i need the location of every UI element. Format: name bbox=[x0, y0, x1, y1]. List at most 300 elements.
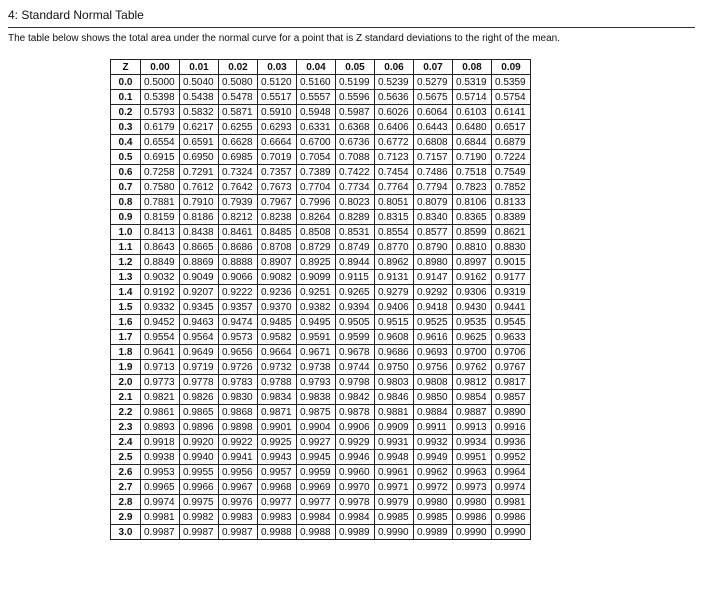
probability-cell: 0.9987 bbox=[141, 525, 180, 540]
probability-cell: 0.9989 bbox=[414, 525, 453, 540]
probability-cell: 0.5636 bbox=[375, 90, 414, 105]
probability-cell: 0.7422 bbox=[336, 165, 375, 180]
probability-cell: 0.5910 bbox=[258, 105, 297, 120]
probability-cell: 0.9972 bbox=[414, 480, 453, 495]
probability-cell: 0.9251 bbox=[297, 285, 336, 300]
probability-cell: 0.9147 bbox=[414, 270, 453, 285]
probability-cell: 0.9834 bbox=[258, 390, 297, 405]
table-body bbox=[111, 75, 531, 540]
probability-cell: 0.9452 bbox=[141, 315, 180, 330]
probability-cell: 0.9961 bbox=[375, 465, 414, 480]
probability-cell: 0.9881 bbox=[375, 405, 414, 420]
table-row bbox=[111, 405, 531, 420]
probability-cell: 0.9963 bbox=[453, 465, 492, 480]
probability-cell: 0.6591 bbox=[180, 135, 219, 150]
column-header: 0.01 bbox=[180, 60, 219, 75]
probability-cell: 0.9066 bbox=[219, 270, 258, 285]
z-value-cell: 2.0 bbox=[111, 375, 141, 390]
z-value-cell: 1.7 bbox=[111, 330, 141, 345]
table-row bbox=[111, 165, 531, 180]
column-header: 0.03 bbox=[258, 60, 297, 75]
z-value-cell: 1.5 bbox=[111, 300, 141, 315]
column-header: 0.04 bbox=[297, 60, 336, 75]
probability-cell: 0.9945 bbox=[297, 450, 336, 465]
probability-cell: 0.9854 bbox=[453, 390, 492, 405]
probability-cell: 0.9949 bbox=[414, 450, 453, 465]
probability-cell: 0.9738 bbox=[297, 360, 336, 375]
probability-cell: 0.9887 bbox=[453, 405, 492, 420]
z-value-cell: 2.6 bbox=[111, 465, 141, 480]
probability-cell: 0.9838 bbox=[297, 390, 336, 405]
probability-cell: 0.8621 bbox=[492, 225, 531, 240]
header-row bbox=[111, 60, 531, 75]
probability-cell: 0.9946 bbox=[336, 450, 375, 465]
probability-cell: 0.7823 bbox=[453, 180, 492, 195]
probability-cell: 0.9929 bbox=[336, 435, 375, 450]
z-value-cell: 0.7 bbox=[111, 180, 141, 195]
probability-cell: 0.7794 bbox=[414, 180, 453, 195]
probability-cell: 0.9901 bbox=[258, 420, 297, 435]
z-value-cell: 2.7 bbox=[111, 480, 141, 495]
probability-cell: 0.9871 bbox=[258, 405, 297, 420]
probability-cell: 0.9236 bbox=[258, 285, 297, 300]
probability-cell: 0.8869 bbox=[180, 255, 219, 270]
z-value-cell: 1.2 bbox=[111, 255, 141, 270]
probability-cell: 0.9916 bbox=[492, 420, 531, 435]
probability-cell: 0.9279 bbox=[375, 285, 414, 300]
probability-cell: 0.5987 bbox=[336, 105, 375, 120]
table-row bbox=[111, 150, 531, 165]
probability-cell: 0.9861 bbox=[141, 405, 180, 420]
probability-cell: 0.8340 bbox=[414, 210, 453, 225]
probability-cell: 0.7704 bbox=[297, 180, 336, 195]
probability-cell: 0.8133 bbox=[492, 195, 531, 210]
probability-cell: 0.9803 bbox=[375, 375, 414, 390]
probability-cell: 0.9762 bbox=[453, 360, 492, 375]
probability-cell: 0.8106 bbox=[453, 195, 492, 210]
probability-cell: 0.9969 bbox=[297, 480, 336, 495]
probability-cell: 0.7019 bbox=[258, 150, 297, 165]
probability-cell: 0.6664 bbox=[258, 135, 297, 150]
probability-cell: 0.5832 bbox=[180, 105, 219, 120]
probability-cell: 0.9890 bbox=[492, 405, 531, 420]
probability-cell: 0.8925 bbox=[297, 255, 336, 270]
column-header: 0.02 bbox=[219, 60, 258, 75]
probability-cell: 0.9985 bbox=[375, 510, 414, 525]
probability-cell: 0.6950 bbox=[180, 150, 219, 165]
probability-cell: 0.9545 bbox=[492, 315, 531, 330]
probability-cell: 0.9582 bbox=[258, 330, 297, 345]
probability-cell: 0.9918 bbox=[141, 435, 180, 450]
probability-cell: 0.6255 bbox=[219, 120, 258, 135]
probability-cell: 0.9032 bbox=[141, 270, 180, 285]
probability-cell: 0.9573 bbox=[219, 330, 258, 345]
probability-cell: 0.8810 bbox=[453, 240, 492, 255]
probability-cell: 0.9936 bbox=[492, 435, 531, 450]
probability-cell: 0.8643 bbox=[141, 240, 180, 255]
table-row bbox=[111, 225, 531, 240]
probability-cell: 0.9971 bbox=[375, 480, 414, 495]
probability-cell: 0.9773 bbox=[141, 375, 180, 390]
probability-cell: 0.5596 bbox=[336, 90, 375, 105]
probability-cell: 0.9788 bbox=[258, 375, 297, 390]
probability-cell: 0.9319 bbox=[492, 285, 531, 300]
probability-cell: 0.9977 bbox=[297, 495, 336, 510]
probability-cell: 0.6331 bbox=[297, 120, 336, 135]
table-row bbox=[111, 300, 531, 315]
probability-cell: 0.7157 bbox=[414, 150, 453, 165]
probability-cell: 0.5279 bbox=[414, 75, 453, 90]
table-row bbox=[111, 480, 531, 495]
probability-cell: 0.6103 bbox=[453, 105, 492, 120]
probability-cell: 0.7549 bbox=[492, 165, 531, 180]
probability-cell: 0.8997 bbox=[453, 255, 492, 270]
probability-cell: 0.9222 bbox=[219, 285, 258, 300]
probability-cell: 0.9767 bbox=[492, 360, 531, 375]
probability-cell: 0.8962 bbox=[375, 255, 414, 270]
probability-cell: 0.9981 bbox=[141, 510, 180, 525]
probability-cell: 0.9394 bbox=[336, 300, 375, 315]
z-value-cell: 1.1 bbox=[111, 240, 141, 255]
probability-cell: 0.9896 bbox=[180, 420, 219, 435]
probability-cell: 0.9920 bbox=[180, 435, 219, 450]
probability-cell: 0.9406 bbox=[375, 300, 414, 315]
probability-cell: 0.9726 bbox=[219, 360, 258, 375]
probability-cell: 0.9989 bbox=[336, 525, 375, 540]
probability-cell: 0.8023 bbox=[336, 195, 375, 210]
table-row bbox=[111, 390, 531, 405]
column-header: 0.05 bbox=[336, 60, 375, 75]
probability-cell: 0.6736 bbox=[336, 135, 375, 150]
probability-cell: 0.9985 bbox=[414, 510, 453, 525]
probability-cell: 0.7324 bbox=[219, 165, 258, 180]
probability-cell: 0.9941 bbox=[219, 450, 258, 465]
probability-cell: 0.9599 bbox=[336, 330, 375, 345]
probability-cell: 0.8079 bbox=[414, 195, 453, 210]
probability-cell: 0.8830 bbox=[492, 240, 531, 255]
table-row bbox=[111, 180, 531, 195]
probability-cell: 0.9868 bbox=[219, 405, 258, 420]
z-value-cell: 2.1 bbox=[111, 390, 141, 405]
probability-cell: 0.9633 bbox=[492, 330, 531, 345]
probability-cell: 0.8212 bbox=[219, 210, 258, 225]
probability-cell: 0.7357 bbox=[258, 165, 297, 180]
probability-cell: 0.7967 bbox=[258, 195, 297, 210]
probability-cell: 0.9962 bbox=[414, 465, 453, 480]
table-row bbox=[111, 435, 531, 450]
table-row bbox=[111, 120, 531, 135]
probability-cell: 0.9980 bbox=[414, 495, 453, 510]
probability-cell: 0.7389 bbox=[297, 165, 336, 180]
probability-cell: 0.9778 bbox=[180, 375, 219, 390]
probability-cell: 0.9970 bbox=[336, 480, 375, 495]
table-row bbox=[111, 525, 531, 540]
probability-cell: 0.9957 bbox=[258, 465, 297, 480]
probability-cell: 0.5080 bbox=[219, 75, 258, 90]
probability-cell: 0.6554 bbox=[141, 135, 180, 150]
probability-cell: 0.8238 bbox=[258, 210, 297, 225]
probability-cell: 0.8554 bbox=[375, 225, 414, 240]
probability-cell: 0.9988 bbox=[297, 525, 336, 540]
probability-cell: 0.8729 bbox=[297, 240, 336, 255]
probability-cell: 0.5754 bbox=[492, 90, 531, 105]
table-row bbox=[111, 345, 531, 360]
probability-cell: 0.5948 bbox=[297, 105, 336, 120]
probability-cell: 0.9987 bbox=[219, 525, 258, 540]
probability-cell: 0.6217 bbox=[180, 120, 219, 135]
probability-cell: 0.7054 bbox=[297, 150, 336, 165]
table-row bbox=[111, 255, 531, 270]
z-value-cell: 2.5 bbox=[111, 450, 141, 465]
probability-cell: 0.8438 bbox=[180, 225, 219, 240]
table-row bbox=[111, 210, 531, 225]
probability-cell: 0.9115 bbox=[336, 270, 375, 285]
probability-cell: 0.8665 bbox=[180, 240, 219, 255]
probability-cell: 0.6915 bbox=[141, 150, 180, 165]
probability-cell: 0.9207 bbox=[180, 285, 219, 300]
table-row bbox=[111, 510, 531, 525]
probability-cell: 0.9984 bbox=[297, 510, 336, 525]
probability-cell: 0.9485 bbox=[258, 315, 297, 330]
probability-cell: 0.9370 bbox=[258, 300, 297, 315]
probability-cell: 0.9382 bbox=[297, 300, 336, 315]
probability-cell: 0.9977 bbox=[258, 495, 297, 510]
probability-cell: 0.8849 bbox=[141, 255, 180, 270]
probability-cell: 0.9357 bbox=[219, 300, 258, 315]
z-value-cell: 1.6 bbox=[111, 315, 141, 330]
probability-cell: 0.9332 bbox=[141, 300, 180, 315]
probability-cell: 0.9554 bbox=[141, 330, 180, 345]
probability-cell: 0.9938 bbox=[141, 450, 180, 465]
probability-cell: 0.7258 bbox=[141, 165, 180, 180]
probability-cell: 0.9974 bbox=[492, 480, 531, 495]
probability-cell: 0.8485 bbox=[258, 225, 297, 240]
probability-cell: 0.9955 bbox=[180, 465, 219, 480]
probability-cell: 0.7764 bbox=[375, 180, 414, 195]
probability-cell: 0.5438 bbox=[180, 90, 219, 105]
probability-cell: 0.8980 bbox=[414, 255, 453, 270]
probability-cell: 0.8186 bbox=[180, 210, 219, 225]
probability-cell: 0.9884 bbox=[414, 405, 453, 420]
probability-cell: 0.9906 bbox=[336, 420, 375, 435]
probability-cell: 0.9719 bbox=[180, 360, 219, 375]
z-value-cell: 0.9 bbox=[111, 210, 141, 225]
probability-cell: 0.7852 bbox=[492, 180, 531, 195]
probability-cell: 0.9049 bbox=[180, 270, 219, 285]
probability-cell: 0.9505 bbox=[336, 315, 375, 330]
table-row bbox=[111, 420, 531, 435]
probability-cell: 0.9981 bbox=[492, 495, 531, 510]
probability-cell: 0.7939 bbox=[219, 195, 258, 210]
probability-cell: 0.9418 bbox=[414, 300, 453, 315]
probability-cell: 0.6772 bbox=[375, 135, 414, 150]
probability-cell: 0.5000 bbox=[141, 75, 180, 90]
probability-cell: 0.8708 bbox=[258, 240, 297, 255]
probability-cell: 0.9649 bbox=[180, 345, 219, 360]
probability-cell: 0.9927 bbox=[297, 435, 336, 450]
column-header: 0.08 bbox=[453, 60, 492, 75]
probability-cell: 0.9968 bbox=[258, 480, 297, 495]
table-row bbox=[111, 105, 531, 120]
table-row bbox=[111, 465, 531, 480]
probability-cell: 0.9564 bbox=[180, 330, 219, 345]
column-header: 0.09 bbox=[492, 60, 531, 75]
probability-cell: 0.5517 bbox=[258, 90, 297, 105]
probability-cell: 0.9826 bbox=[180, 390, 219, 405]
probability-cell: 0.9192 bbox=[141, 285, 180, 300]
probability-cell: 0.9616 bbox=[414, 330, 453, 345]
probability-cell: 0.9909 bbox=[375, 420, 414, 435]
probability-cell: 0.7642 bbox=[219, 180, 258, 195]
probability-cell: 0.9953 bbox=[141, 465, 180, 480]
z-value-cell: 1.3 bbox=[111, 270, 141, 285]
probability-cell: 0.9948 bbox=[375, 450, 414, 465]
probability-cell: 0.9951 bbox=[453, 450, 492, 465]
probability-cell: 0.9931 bbox=[375, 435, 414, 450]
probability-cell: 0.9591 bbox=[297, 330, 336, 345]
probability-cell: 0.9987 bbox=[180, 525, 219, 540]
probability-cell: 0.9082 bbox=[258, 270, 297, 285]
probability-cell: 0.9441 bbox=[492, 300, 531, 315]
probability-cell: 0.8365 bbox=[453, 210, 492, 225]
probability-cell: 0.9798 bbox=[336, 375, 375, 390]
probability-cell: 0.9875 bbox=[297, 405, 336, 420]
probability-cell: 0.9966 bbox=[180, 480, 219, 495]
z-value-cell: 1.0 bbox=[111, 225, 141, 240]
probability-cell: 0.9978 bbox=[336, 495, 375, 510]
z-value-cell: 2.3 bbox=[111, 420, 141, 435]
probability-cell: 0.5793 bbox=[141, 105, 180, 120]
probability-cell: 0.7518 bbox=[453, 165, 492, 180]
probability-cell: 0.7123 bbox=[375, 150, 414, 165]
probability-cell: 0.5319 bbox=[453, 75, 492, 90]
probability-cell: 0.9495 bbox=[297, 315, 336, 330]
table-row bbox=[111, 450, 531, 465]
probability-cell: 0.6844 bbox=[453, 135, 492, 150]
probability-cell: 0.8264 bbox=[297, 210, 336, 225]
probability-cell: 0.9982 bbox=[180, 510, 219, 525]
table-row bbox=[111, 135, 531, 150]
probability-cell: 0.8686 bbox=[219, 240, 258, 255]
probability-cell: 0.5557 bbox=[297, 90, 336, 105]
probability-cell: 0.8790 bbox=[414, 240, 453, 255]
probability-cell: 0.6700 bbox=[297, 135, 336, 150]
table-row bbox=[111, 270, 531, 285]
z-value-cell: 1.4 bbox=[111, 285, 141, 300]
z-value-cell: 0.6 bbox=[111, 165, 141, 180]
probability-cell: 0.6879 bbox=[492, 135, 531, 150]
heading-rule bbox=[8, 27, 695, 28]
probability-cell: 0.9850 bbox=[414, 390, 453, 405]
table-row bbox=[111, 240, 531, 255]
probability-cell: 0.5160 bbox=[297, 75, 336, 90]
probability-cell: 0.8461 bbox=[219, 225, 258, 240]
probability-cell: 0.9345 bbox=[180, 300, 219, 315]
probability-cell: 0.9943 bbox=[258, 450, 297, 465]
probability-cell: 0.6517 bbox=[492, 120, 531, 135]
table-row bbox=[111, 495, 531, 510]
probability-cell: 0.5120 bbox=[258, 75, 297, 90]
probability-cell: 0.9878 bbox=[336, 405, 375, 420]
probability-cell: 0.6443 bbox=[414, 120, 453, 135]
probability-cell: 0.9974 bbox=[141, 495, 180, 510]
table-row bbox=[111, 375, 531, 390]
probability-cell: 0.9925 bbox=[258, 435, 297, 450]
probability-cell: 0.6480 bbox=[453, 120, 492, 135]
probability-cell: 0.5040 bbox=[180, 75, 219, 90]
probability-cell: 0.9664 bbox=[258, 345, 297, 360]
probability-cell: 0.9686 bbox=[375, 345, 414, 360]
column-header: 0.06 bbox=[375, 60, 414, 75]
probability-cell: 0.7881 bbox=[141, 195, 180, 210]
probability-cell: 0.9865 bbox=[180, 405, 219, 420]
probability-cell: 0.9608 bbox=[375, 330, 414, 345]
probability-cell: 0.9808 bbox=[414, 375, 453, 390]
z-value-cell: 0.5 bbox=[111, 150, 141, 165]
probability-cell: 0.9625 bbox=[453, 330, 492, 345]
probability-cell: 0.5239 bbox=[375, 75, 414, 90]
probability-cell: 0.9812 bbox=[453, 375, 492, 390]
probability-cell: 0.9015 bbox=[492, 255, 531, 270]
z-value-cell: 0.1 bbox=[111, 90, 141, 105]
probability-cell: 0.8944 bbox=[336, 255, 375, 270]
probability-cell: 0.8508 bbox=[297, 225, 336, 240]
z-value-cell: 1.9 bbox=[111, 360, 141, 375]
probability-cell: 0.9821 bbox=[141, 390, 180, 405]
probability-cell: 0.6368 bbox=[336, 120, 375, 135]
probability-cell: 0.7612 bbox=[180, 180, 219, 195]
probability-cell: 0.7580 bbox=[141, 180, 180, 195]
probability-cell: 0.9913 bbox=[453, 420, 492, 435]
z-value-cell: 0.4 bbox=[111, 135, 141, 150]
probability-cell: 0.8531 bbox=[336, 225, 375, 240]
probability-cell: 0.9306 bbox=[453, 285, 492, 300]
probability-cell: 0.9904 bbox=[297, 420, 336, 435]
probability-cell: 0.9983 bbox=[258, 510, 297, 525]
z-value-cell: 2.8 bbox=[111, 495, 141, 510]
probability-cell: 0.9177 bbox=[492, 270, 531, 285]
intro-text: The table below shows the total area under the normal curve for a point that is Z standard deviations to the right of the mean. bbox=[8, 33, 560, 44]
table-row bbox=[111, 330, 531, 345]
probability-cell: 0.9990 bbox=[453, 525, 492, 540]
table-row bbox=[111, 285, 531, 300]
probability-cell: 0.7088 bbox=[336, 150, 375, 165]
probability-cell: 0.9515 bbox=[375, 315, 414, 330]
probability-cell: 0.9988 bbox=[258, 525, 297, 540]
probability-cell: 0.9099 bbox=[297, 270, 336, 285]
table-row bbox=[111, 315, 531, 330]
probability-cell: 0.5359 bbox=[492, 75, 531, 90]
probability-cell: 0.9986 bbox=[492, 510, 531, 525]
probability-cell: 0.9980 bbox=[453, 495, 492, 510]
probability-cell: 0.5675 bbox=[414, 90, 453, 105]
probability-cell: 0.8770 bbox=[375, 240, 414, 255]
column-header: 0.00 bbox=[141, 60, 180, 75]
probability-cell: 0.9744 bbox=[336, 360, 375, 375]
probability-cell: 0.9975 bbox=[180, 495, 219, 510]
probability-cell: 0.9430 bbox=[453, 300, 492, 315]
z-value-cell: 1.8 bbox=[111, 345, 141, 360]
probability-cell: 0.6293 bbox=[258, 120, 297, 135]
z-value-cell: 2.2 bbox=[111, 405, 141, 420]
standard-normal-table bbox=[110, 59, 531, 540]
probability-cell: 0.6141 bbox=[492, 105, 531, 120]
table-header bbox=[111, 60, 531, 75]
probability-cell: 0.8413 bbox=[141, 225, 180, 240]
probability-cell: 0.9292 bbox=[414, 285, 453, 300]
probability-cell: 0.9898 bbox=[219, 420, 258, 435]
probability-cell: 0.9983 bbox=[219, 510, 258, 525]
